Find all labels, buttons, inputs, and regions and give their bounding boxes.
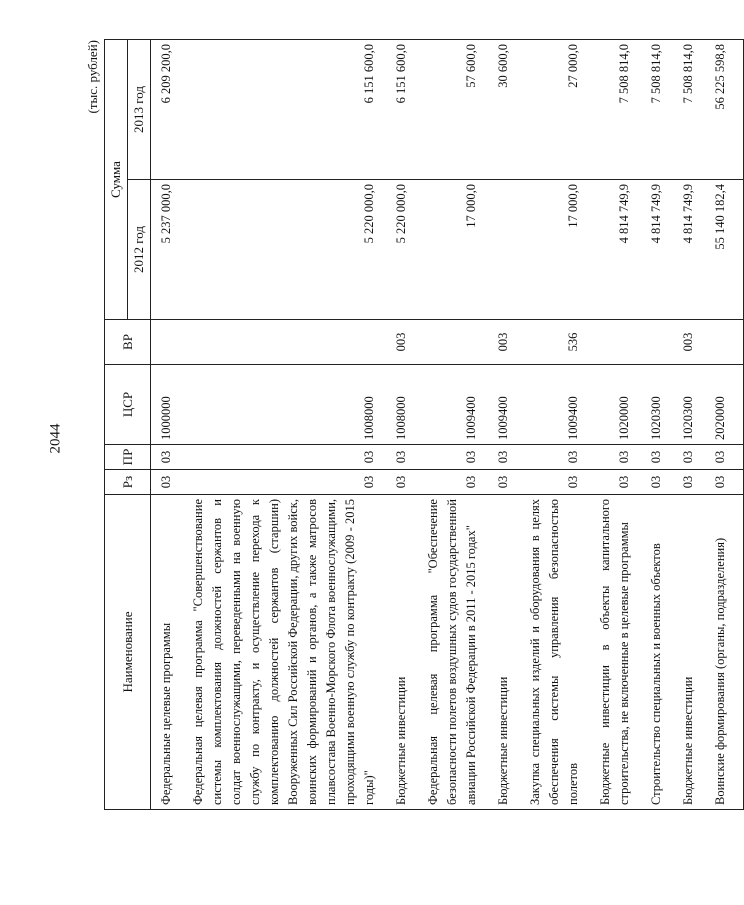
row-csr: 1020300 (679, 365, 711, 445)
row-name: Бюджетные инвестиции (392, 495, 424, 810)
row-csr: 1009400 (494, 365, 526, 445)
row-name: Строительство специальных и военных объектов (647, 495, 679, 810)
row-rz: 03 (526, 470, 596, 495)
row-vr (711, 320, 744, 365)
row-pr: 03 (494, 445, 526, 470)
row-sum-2012: 5 237 000,0 (151, 180, 190, 320)
table-row (596, 40, 647, 810)
row-sum-2013: 56 225 598,8 (711, 40, 744, 180)
header-vr: ВР (105, 320, 151, 365)
row-sum-2012: 4 814 749,9 (596, 180, 647, 320)
row-csr: 1009400 (526, 365, 596, 445)
row-rz: 03 (189, 470, 392, 495)
row-sum-2012: 5 220 000,0 (189, 180, 392, 320)
row-rz: 03 (679, 470, 711, 495)
table-row (151, 40, 190, 810)
row-sum-2012 (494, 180, 526, 320)
header-name: Наименование (105, 495, 151, 810)
row-sum-2012: 4 814 749,9 (679, 180, 711, 320)
table-row (526, 40, 596, 810)
row-sum-2012: 5 220 000,0 (392, 180, 424, 320)
row-vr: 003 (392, 320, 424, 365)
header-year-2012: 2012 год (128, 180, 151, 320)
row-rz: 03 (647, 470, 679, 495)
row-rz: 03 (494, 470, 526, 495)
row-sum-2012: 17 000,0 (424, 180, 494, 320)
units-note: (тыс. рублей) (85, 40, 100, 114)
row-sum-2012: 4 814 749,9 (647, 180, 679, 320)
row-rz: 03 (424, 470, 494, 495)
row-pr: 03 (647, 445, 679, 470)
row-name: Бюджетные инвестиции (494, 495, 526, 810)
row-csr: 1009400 (424, 365, 494, 445)
row-vr (647, 320, 679, 365)
page-number: 2044 (47, 423, 64, 453)
table-header (105, 40, 151, 810)
row-sum-2013: 6 151 600,0 (392, 40, 424, 180)
table-row (392, 40, 424, 810)
table-row (679, 40, 711, 810)
table-row (189, 40, 392, 810)
row-pr: 03 (424, 445, 494, 470)
table-row (424, 40, 494, 810)
row-csr: 1008000 (189, 365, 392, 445)
budget-table (104, 39, 744, 810)
row-sum-2013: 30 600,0 (494, 40, 526, 180)
row-name: Воинские формирования (органы, подразделения) (711, 495, 744, 810)
row-csr: 2020000 (711, 365, 744, 445)
header-pr: ПР (105, 445, 151, 470)
row-csr: 1020000 (596, 365, 647, 445)
row-vr (424, 320, 494, 365)
row-sum-2013: 6 209 200,0 (151, 40, 190, 180)
header-sum: Сумма (105, 40, 128, 320)
row-pr: 03 (189, 445, 392, 470)
row-vr: 003 (679, 320, 711, 365)
row-rz: 03 (151, 470, 190, 495)
row-vr: 003 (494, 320, 526, 365)
table-row (711, 40, 744, 810)
row-vr (189, 320, 392, 365)
header-year-2013: 2013 год (128, 40, 151, 180)
row-sum-2013: 6 151 600,0 (189, 40, 392, 180)
table-row (647, 40, 679, 810)
header-rz: Рз (105, 470, 151, 495)
row-csr: 1020300 (647, 365, 679, 445)
row-sum-2013: 7 508 814,0 (647, 40, 679, 180)
row-pr: 03 (679, 445, 711, 470)
row-name: Бюджетные инвестиции (679, 495, 711, 810)
row-sum-2013: 7 508 814,0 (679, 40, 711, 180)
row-sum-2013: 57 600,0 (424, 40, 494, 180)
row-sum-2013: 7 508 814,0 (596, 40, 647, 180)
row-csr: 1008000 (392, 365, 424, 445)
row-pr: 03 (392, 445, 424, 470)
row-rz: 03 (711, 470, 744, 495)
row-sum-2013: 27 000,0 (526, 40, 596, 180)
row-sum-2012: 55 140 182,4 (711, 180, 744, 320)
row-rz: 03 (596, 470, 647, 495)
row-name: Федеральная целевая программа "Обеспечение безопасности полетов воздушных судов государственной авиации Российской Федерации в 2011 - 2015 годах" (424, 495, 494, 810)
row-name: Закупка специальных изделий и оборудования в целях обеспечения системы управления безопасностью полетов (526, 495, 596, 810)
header-csr: ЦСР (105, 365, 151, 445)
row-sum-2012: 17 000,0 (526, 180, 596, 320)
row-csr: 1000000 (151, 365, 190, 445)
row-pr: 03 (596, 445, 647, 470)
rotated-table-block (85, 40, 727, 810)
row-name: Бюджетные инвестиции в объекты капитального строительства, не включенные в целевые программы (596, 495, 647, 810)
row-vr: 536 (526, 320, 596, 365)
row-vr (151, 320, 190, 365)
row-pr: 03 (151, 445, 190, 470)
row-vr (596, 320, 647, 365)
row-pr: 03 (711, 445, 744, 470)
row-rz: 03 (392, 470, 424, 495)
row-name: Федеральная целевая программа "Совершенствование системы комплектования должностей сержантов и солдат военнослужащими, переведенными на военную службу по контракту, и осуществление перехода к комплектованию должностей сержантов (старшин) Вооруженных Сил Российской Федерации, других войск, воинских формирований и органов, а также матросов плавсостава Военно-Морского Флота военнослужащими, проходящими военную службу по контракту (2009 - 2015 годы)" (189, 495, 392, 810)
row-pr: 03 (526, 445, 596, 470)
table-row (494, 40, 526, 810)
row-name: Федеральные целевые программы (151, 495, 190, 810)
